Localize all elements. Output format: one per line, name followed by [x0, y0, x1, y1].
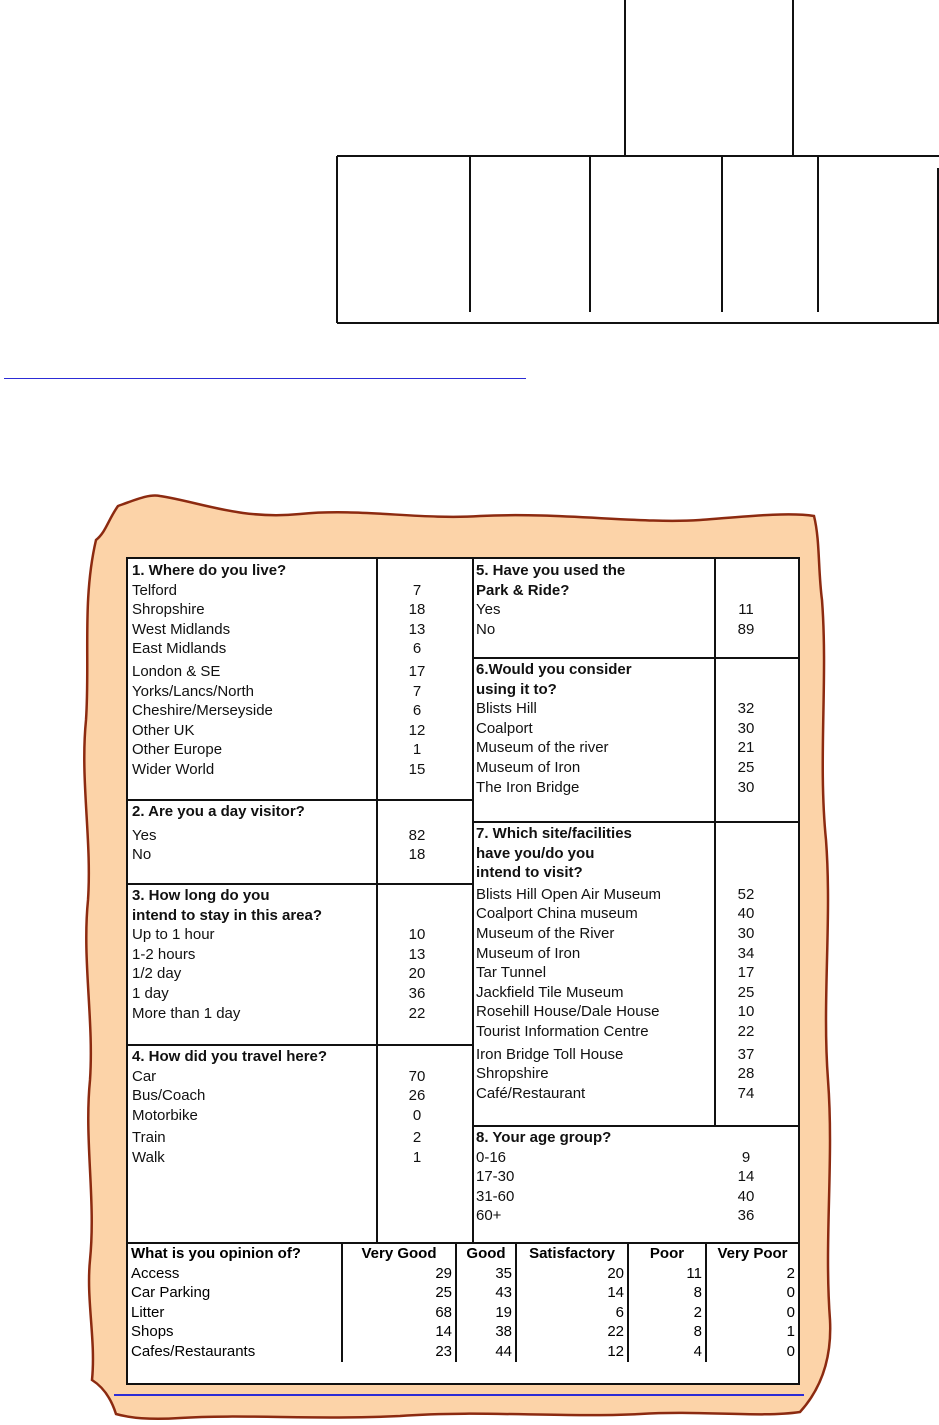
table-cell: 38: [456, 1322, 516, 1342]
table-cell: 20: [516, 1264, 628, 1284]
q7-title-line3: intend to visit?: [476, 864, 583, 882]
list-item: 1/2 day 20: [132, 965, 426, 983]
table-header: Satisfactory: [516, 1244, 628, 1264]
q4-title: 4. How did you travel here?: [132, 1048, 328, 1065]
q6-title-line1: 6.Would you consider: [476, 661, 632, 678]
q3-title-line1: 3. How long do you: [132, 887, 270, 904]
list-item: Other UK 12: [132, 721, 426, 739]
list-item: Up to 1 hour 10: [132, 926, 426, 944]
list-item: More than 1 day 22: [132, 1004, 426, 1022]
table-header: Good: [456, 1244, 516, 1264]
list-item: East Midlands 6: [132, 640, 422, 658]
list-item: Tar Tunnel 17: [476, 964, 755, 982]
q7-title-line1: 7. Which site/facilities: [476, 825, 632, 842]
list-item: Other Europe 1: [132, 741, 422, 759]
q6-title-line2: using it to?: [476, 680, 557, 698]
list-item: Museum of Iron 25: [476, 758, 755, 776]
table-header: What is you opinion of?: [131, 1245, 301, 1262]
list-item: Coalport 30: [476, 719, 755, 737]
q8-title: 8. Your age group?: [476, 1129, 612, 1146]
table-cell: 6: [516, 1303, 628, 1323]
table-cell: Litter: [131, 1303, 165, 1321]
list-item: No 18: [132, 846, 426, 864]
q3-section: [132, 886, 452, 1023]
table-header: Very Poor: [706, 1244, 798, 1264]
list-item: Museum of the river 21: [476, 739, 755, 757]
table-cell: 0: [706, 1283, 798, 1303]
table-cell: 29: [342, 1264, 456, 1284]
table-cell: 35: [456, 1264, 516, 1284]
list-item: Motorbike 0: [132, 1106, 422, 1124]
q5-title-line2: Park & Ride?: [476, 581, 570, 599]
table-cell: 8: [628, 1322, 706, 1342]
table-row: [128, 1303, 798, 1323]
table-cell: Car Parking: [131, 1284, 211, 1302]
table-cell: 14: [342, 1322, 456, 1342]
list-item: Walk 1: [132, 1148, 422, 1166]
q4-section: [132, 1047, 452, 1168]
list-item: 31-60 40: [476, 1187, 755, 1205]
q8-section: [476, 1128, 786, 1226]
bottom-rule: [114, 1394, 804, 1396]
table-cell: 23: [342, 1342, 456, 1362]
list-item: Rosehill House/Dale House 10: [476, 1003, 755, 1021]
list-item: Cheshire/Merseyside 6: [132, 702, 422, 720]
table-row: [128, 1283, 798, 1303]
table-cell: 12: [516, 1342, 628, 1362]
q1-rows: [132, 581, 452, 780]
list-item: Shropshire 18: [132, 601, 426, 619]
q6-section: [476, 660, 786, 797]
table-cell: 2: [706, 1264, 798, 1284]
table-cell: 25: [342, 1283, 456, 1303]
q1-section: [132, 561, 452, 780]
table-cell: 8: [628, 1283, 706, 1303]
list-item: Telford 7: [132, 581, 422, 599]
table-cell: 0: [706, 1342, 798, 1362]
list-item: No 89: [476, 620, 755, 638]
list-item: Wider World 15: [132, 760, 426, 778]
table-cell: 1: [706, 1322, 798, 1342]
table-cell: 19: [456, 1303, 516, 1323]
q5-title-line1: 5. Have you used the: [476, 562, 626, 579]
table-cell: 22: [516, 1322, 628, 1342]
table-header-row: [128, 1244, 798, 1264]
list-item: Blists Hill 32: [476, 700, 755, 718]
table-cell: 43: [456, 1283, 516, 1303]
table-row: [128, 1342, 798, 1362]
list-item: London & SE 17: [132, 662, 426, 680]
list-item: Train 2: [132, 1129, 422, 1147]
opinion-table: [128, 1244, 798, 1383]
q3-title-line2: intend to stay in this area?: [132, 906, 323, 924]
list-item: West Midlands 13: [132, 620, 426, 638]
list-item: Car 70: [132, 1067, 426, 1085]
table-header: Very Good: [342, 1244, 456, 1264]
q2-section: [132, 802, 452, 865]
list-item: 1 day 36: [132, 984, 426, 1002]
table-header: Poor: [628, 1244, 706, 1264]
table-cell: 68: [342, 1303, 456, 1323]
table-cell: Shops: [131, 1323, 174, 1341]
q7-title-line2: have you/do you: [476, 844, 595, 862]
list-item: 1-2 hours 13: [132, 945, 426, 963]
table-row: [128, 1264, 798, 1284]
list-item: 0-16 9: [476, 1148, 751, 1166]
survey-results-sheet: [126, 557, 800, 1385]
list-item: Coalport China museum 40: [476, 905, 755, 923]
table-cell: 2: [628, 1303, 706, 1323]
list-item: Jackfield Tile Museum 25: [476, 983, 755, 1001]
list-item: Museum of Iron 34: [476, 944, 755, 962]
table-cell: 0: [706, 1303, 798, 1323]
table-row: [128, 1322, 798, 1342]
list-item: 60+ 36: [476, 1207, 755, 1225]
table-cell: Cafes/Restaurants: [131, 1342, 256, 1360]
table-cell: 11: [628, 1264, 706, 1284]
table-cell: 14: [516, 1283, 628, 1303]
list-item: Tourist Information Centre 22: [476, 1022, 755, 1040]
list-item: Blists Hill Open Air Museum 52: [476, 885, 755, 903]
list-item: Yes 11: [476, 601, 754, 619]
q1-title: 1. Where do you live?: [132, 562, 287, 579]
q2-title: 2. Are you a day visitor?: [132, 803, 305, 820]
list-item: 17-30 14: [476, 1168, 755, 1186]
list-item: Museum of the River 30: [476, 924, 755, 942]
list-item: Shropshire 28: [476, 1065, 755, 1083]
list-item: Iron Bridge Toll House 37: [476, 1045, 755, 1063]
list-item: The Iron Bridge 30: [476, 778, 755, 796]
table-cell: 44: [456, 1342, 516, 1362]
list-item: Bus/Coach 26: [132, 1087, 426, 1105]
list-item: Yorks/Lancs/North 7: [132, 682, 422, 700]
list-item: Yes 82: [132, 826, 426, 844]
list-item: Café/Restaurant 74: [476, 1084, 755, 1102]
table-cell: Access: [131, 1264, 180, 1282]
q7-section: [476, 824, 786, 1103]
table-cell: 4: [628, 1342, 706, 1362]
q5-section: [476, 561, 786, 639]
